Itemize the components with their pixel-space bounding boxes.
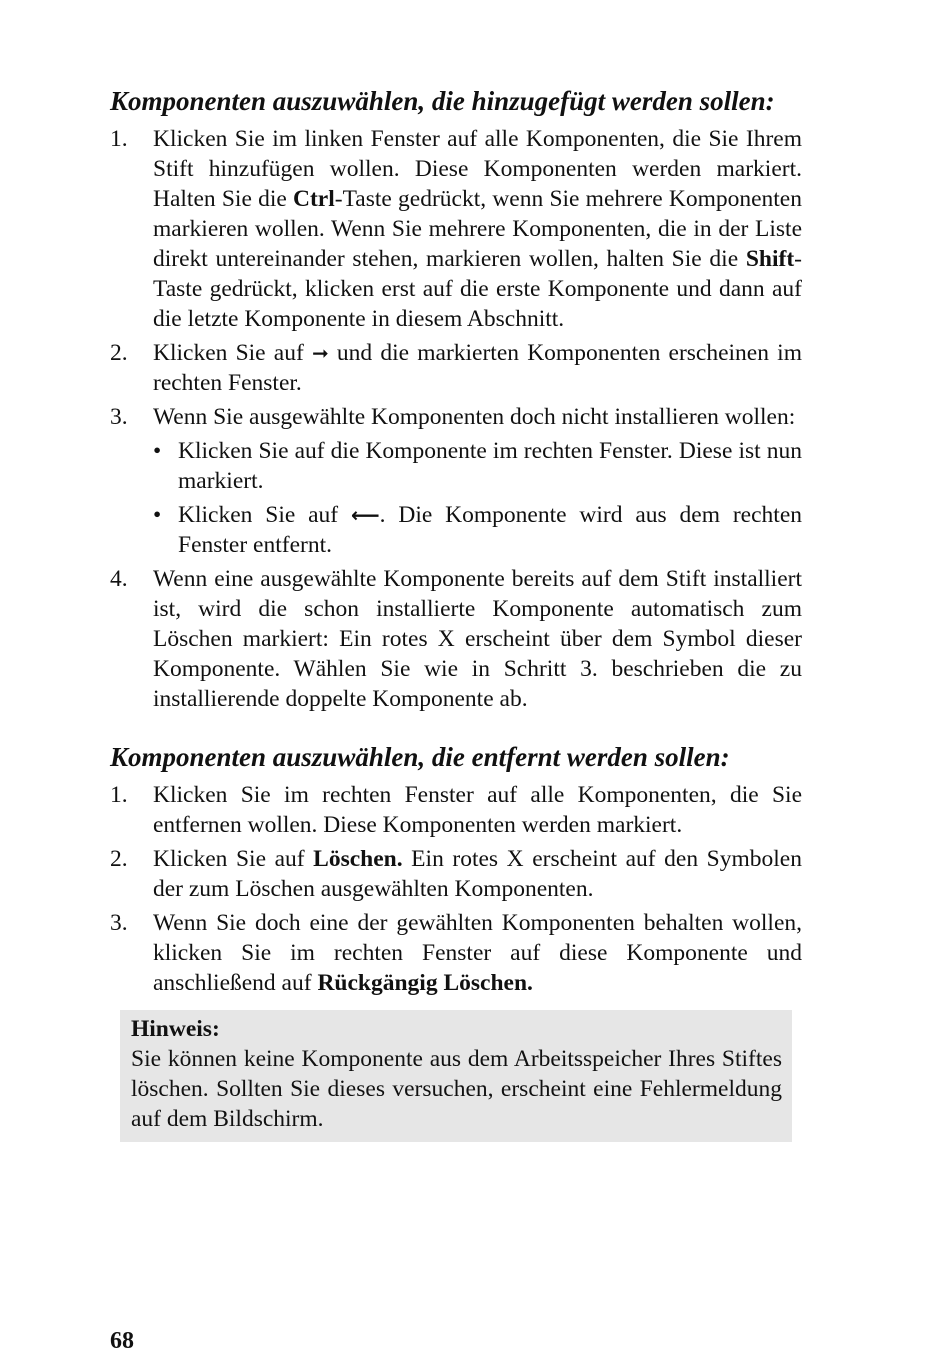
bullet-icon: •: [153, 502, 162, 528]
step-number: 4.: [110, 566, 128, 592]
list-item: [110, 402, 802, 560]
note-text: Sie können keine Komponente aus dem Arbeitsspeicher Ihres Stiftes löschen. Sollten Sie dieses versuchen, erscheint eine Fehlermeldung auf dem Bildschirm.: [131, 1046, 782, 1132]
step-text: Wenn Sie ausgewählte Komponenten doch nicht installieren wollen:: [153, 404, 796, 430]
step-number: 1.: [110, 126, 128, 152]
section-heading-remove: Komponenten auszuwählen, die entfernt werden sollen:: [110, 742, 730, 772]
list-item: [110, 124, 802, 334]
page-content: [110, 84, 802, 1142]
bullet-text: Klicken Sie auf: [178, 502, 351, 528]
sub-bullets-list: [153, 436, 802, 560]
list-item: [110, 780, 802, 840]
arrow-right-icon: ➞: [311, 341, 329, 365]
delete-command-label: Löschen.: [313, 846, 403, 872]
list-item: [110, 338, 802, 398]
section-heading-add: Komponenten auszuwählen, die hinzugefügt werden sollen:: [110, 86, 775, 116]
step-number: 3.: [110, 910, 128, 936]
undo-delete-command-label: Rückgängig Löschen.: [317, 970, 533, 996]
step-text: -Taste gedrückt, klicken erst auf die erste Komponente und dann auf die letzte Komponente in diesem Abschnitt.: [153, 246, 802, 332]
step-number: 1.: [110, 782, 128, 808]
shift-key-label: Shift: [745, 246, 795, 272]
list-item: [110, 844, 802, 904]
step-text: Klicken Sie im linken Fenster auf alle Komponenten, die Sie Ihrem Stift hinzufügen wollen. Diese Komponenten werden markiert. Halten Sie die: [153, 126, 802, 212]
ctrl-key-label: Ctrl: [293, 186, 335, 212]
step-text: und die markierten Komponenten erscheinen im rechten Fenster.: [153, 340, 802, 396]
step-number: 3.: [110, 404, 128, 430]
step-text: Wenn eine ausgewählte Komponente bereits auf dem Stift installiert ist, wird die schon installierte Komponente automatisch zum Löschen markiert: Ein rotes X erscheint über dem Symbol dieser Komponente. Wählen Sie wie in Schritt 3. beschrieben die zu installierende doppelte Komponente ab.: [153, 566, 802, 712]
remove-steps-list: [110, 780, 802, 998]
step-text: Ein rotes X erscheint auf den Symbolen der zum Löschen ausgewählten Komponenten.: [153, 846, 802, 902]
step-text: -Taste gedrückt, wenn Sie mehrere Komponenten markieren wollen. Wenn Sie mehrere Komponenten, die in der Liste direkt untereinander stehen, markieren wollen, halten Sie die: [153, 186, 802, 272]
step-number: 2.: [110, 846, 128, 872]
note-title: Hinweis:: [131, 1016, 220, 1042]
step-number: 2.: [110, 340, 128, 366]
list-item: [110, 908, 802, 998]
add-steps-list: [110, 124, 802, 714]
arrow-left-icon: ⟵: [351, 503, 380, 527]
step-text: Klicken Sie auf: [153, 846, 314, 872]
bullet-icon: •: [153, 438, 162, 464]
list-item: [153, 436, 802, 496]
bullet-text: Klicken Sie auf die Komponente im rechten Fenster. Diese ist nun markiert.: [178, 438, 802, 494]
step-text: Wenn Sie doch eine der gewählten Komponenten behalten wollen, klicken Sie im rechten Fenster auf diese Komponente und anschließend auf: [153, 910, 802, 996]
list-item: [110, 564, 802, 714]
note-box: [120, 1010, 792, 1142]
list-item: [153, 500, 802, 560]
bullet-text: . Die Komponente wird aus dem rechten Fenster entfernt.: [178, 502, 802, 558]
step-text: Klicken Sie auf: [153, 340, 312, 366]
step-text: Klicken Sie im rechten Fenster auf alle Komponenten, die Sie entfernen wollen. Diese Komponenten werden markiert.: [153, 782, 802, 838]
page-number: 68: [110, 1328, 134, 1354]
